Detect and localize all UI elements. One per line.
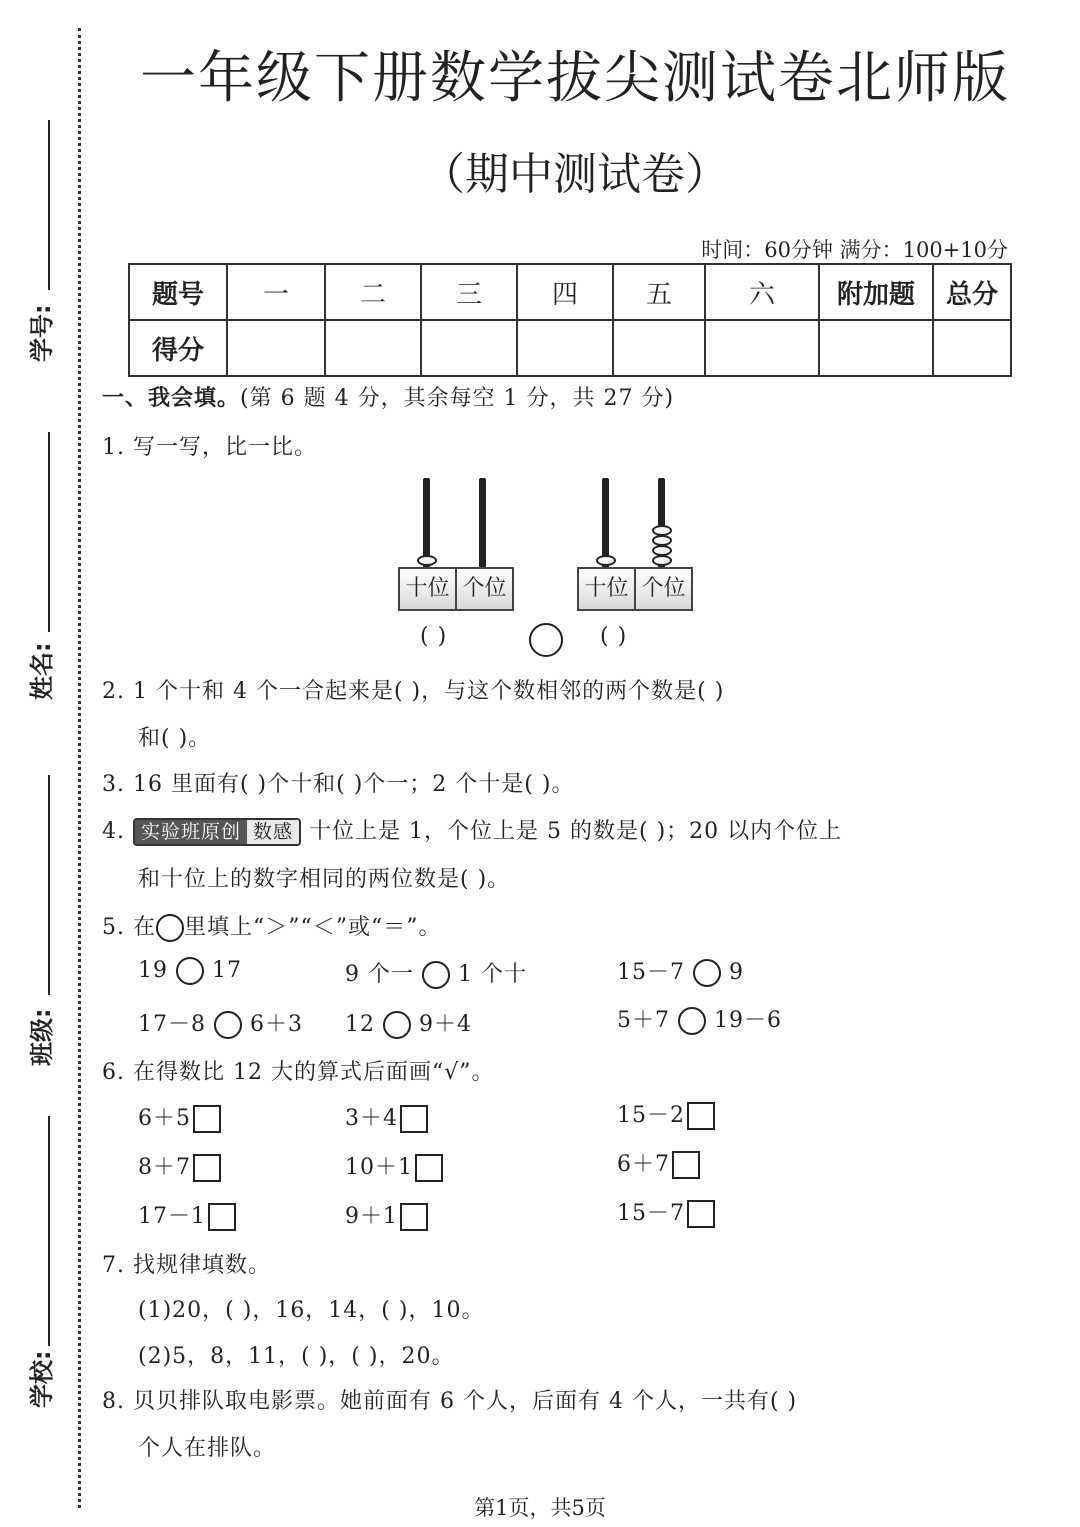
expression: 15－2 <box>617 1103 685 1128</box>
question-8-line-1: 8. 贝贝排队取电影票。她前面有 6 个人，后面有 4 个人，一共有( ) <box>102 1389 798 1414</box>
checkbox[interactable] <box>415 1154 443 1182</box>
tag-number-sense: 数感 <box>247 820 299 844</box>
school-line <box>48 1116 50 1346</box>
answer-blank[interactable]: ( ) <box>600 624 628 649</box>
check-item <box>345 1199 428 1231</box>
check-item <box>345 1101 428 1133</box>
compare-right: 9＋4 <box>419 1012 472 1037</box>
abacus-left-base <box>398 567 514 611</box>
ones-place-label: 个位 <box>634 569 691 609</box>
compare-left: 19 <box>138 958 168 983</box>
score-cell[interactable] <box>613 320 705 376</box>
expression: 9＋1 <box>345 1204 398 1229</box>
expression: 10＋1 <box>345 1155 413 1180</box>
score-table-header-row <box>129 264 1011 320</box>
exam-meta: 时间：60分钟 满分：100+10分 <box>701 238 1008 262</box>
question-2-line-1: 2. 1 个十和 4 个一合起来是( )，与这个数相邻的两个数是( ) <box>102 679 725 704</box>
binding-dotted-line <box>78 28 81 1508</box>
score-cell[interactable] <box>933 320 1011 376</box>
score-header-cell: 附加题 <box>819 264 933 320</box>
compare-item <box>138 957 242 985</box>
tag-original: 实验班原创 <box>135 820 247 844</box>
question-7: 7. 找规律填数。 <box>102 1253 271 1278</box>
section-note: (第 6 题 4 分，其余每空 1 分，共 27 分) <box>240 386 675 411</box>
compare-left: 17－8 <box>138 1012 206 1037</box>
score-header-cell: 题号 <box>129 264 227 320</box>
abacus-bead <box>652 555 672 566</box>
ones-place-label: 个位 <box>455 569 512 609</box>
school-label: 学校: <box>28 1350 56 1408</box>
expression: 6＋5 <box>138 1106 191 1131</box>
checkbox[interactable] <box>672 1151 700 1179</box>
check-item <box>617 1196 715 1228</box>
compare-right: 19－6 <box>714 1008 782 1033</box>
tens-place-label: 十位 <box>405 576 450 601</box>
checkbox[interactable] <box>687 1102 715 1130</box>
score-table-score-row <box>129 320 1011 376</box>
checkbox[interactable] <box>208 1203 236 1231</box>
question-5 <box>102 910 441 942</box>
check-item <box>138 1199 236 1231</box>
compare-item <box>617 955 744 987</box>
tens-place-label: 十位 <box>584 576 629 601</box>
question-7-part-2: (2)5，8，11，( )，( )，20。 <box>138 1344 455 1369</box>
expression: 3＋4 <box>345 1106 398 1131</box>
compare-item <box>138 1007 303 1039</box>
compare-circle[interactable] <box>678 1007 706 1035</box>
check-item <box>617 1147 700 1179</box>
page-subtitle: （期中测试卷） <box>421 149 729 200</box>
question-7-part-1: (1)20，( )，16，14，( )，10。 <box>138 1298 485 1323</box>
section-heading <box>102 381 674 412</box>
checkbox[interactable] <box>687 1200 715 1228</box>
score-cell[interactable] <box>705 320 819 376</box>
score-header-cell: 六 <box>705 264 819 320</box>
score-cell[interactable] <box>819 320 933 376</box>
expression: 6＋7 <box>617 1152 670 1177</box>
compare-right: 1 个十 <box>458 962 527 987</box>
checkbox[interactable] <box>400 1105 428 1133</box>
checkbox[interactable] <box>193 1105 221 1133</box>
question-5-post: 里填上“＞”“＜”或“＝”。 <box>183 915 442 940</box>
compare-circle[interactable] <box>529 623 563 657</box>
name-label: 姓名: <box>28 642 56 700</box>
question-3: 3. 16 里面有( )个十和( )个一；2 个十是( )。 <box>102 772 575 797</box>
expression: 8＋7 <box>138 1155 191 1180</box>
student-id-line <box>48 120 50 290</box>
compare-right: 9 <box>729 960 744 985</box>
question-tag <box>133 818 301 846</box>
score-header-cell: 一 <box>227 264 325 320</box>
score-header-cell: 总分 <box>933 264 1011 320</box>
score-cell[interactable] <box>325 320 421 376</box>
compare-item <box>617 1003 782 1035</box>
abacus-rod-ones <box>479 478 486 568</box>
student-id-label: 学号: <box>28 304 56 362</box>
compare-right: 17 <box>212 958 242 983</box>
compare-circle[interactable] <box>383 1011 411 1039</box>
question-4-line-2: 和十位上的数字相同的两位数是( )。 <box>138 867 511 892</box>
check-item <box>617 1098 715 1130</box>
check-item <box>138 1101 221 1133</box>
abacus-bead <box>596 555 616 566</box>
question-4-line-1 <box>102 814 842 846</box>
compare-item <box>345 1007 472 1039</box>
abacus-bead <box>652 525 672 536</box>
score-row-label: 得分 <box>129 320 227 376</box>
check-item <box>138 1150 221 1182</box>
question-1: 1. 写一写，比一比。 <box>102 435 317 460</box>
compare-left: 9 个一 <box>345 962 414 987</box>
compare-left: 5＋7 <box>617 1008 670 1033</box>
abacus-bead <box>652 535 672 546</box>
score-cell[interactable] <box>517 320 613 376</box>
page-number: 第1页，共5页 <box>474 1496 606 1520</box>
checkbox[interactable] <box>193 1154 221 1182</box>
compare-left: 15－7 <box>617 960 685 985</box>
expression: 17－1 <box>138 1204 206 1229</box>
compare-circle[interactable] <box>176 957 204 985</box>
answer-blank[interactable]: ( ) <box>420 624 448 649</box>
check-item <box>345 1150 443 1182</box>
question-2-line-2: 和( )。 <box>138 726 212 751</box>
page-title: 一年级下册数学拔尖测试卷北师版 <box>140 46 1010 111</box>
question-8-line-2: 个人在排队。 <box>138 1436 277 1461</box>
section-title: 一、我会填。 <box>102 386 241 411</box>
compare-circle[interactable] <box>422 961 450 989</box>
question-6: 6. 在得数比 12 大的算式后面画“√”。 <box>102 1060 495 1085</box>
compare-left: 12 <box>345 1012 375 1037</box>
compare-circle[interactable] <box>693 959 721 987</box>
compare-item <box>345 957 527 989</box>
score-header-cell: 三 <box>421 264 517 320</box>
score-cell[interactable] <box>227 320 325 376</box>
abacus-bead <box>652 545 672 556</box>
score-header-cell: 二 <box>325 264 421 320</box>
class-label: 班级: <box>28 1008 56 1066</box>
checkbox[interactable] <box>400 1203 428 1231</box>
question-4-text: 十位上是 1，个位上是 5 的数是( )；20 以内个位上 <box>309 819 843 844</box>
class-line <box>48 775 50 995</box>
name-line <box>48 432 50 632</box>
question-4-number: 4. <box>102 819 125 844</box>
question-5-pre: 5. 在 <box>102 915 156 940</box>
score-table <box>128 263 1012 377</box>
compare-right: 6＋3 <box>250 1012 303 1037</box>
score-cell[interactable] <box>421 320 517 376</box>
score-header-cell: 四 <box>517 264 613 320</box>
expression: 15－7 <box>617 1201 685 1226</box>
score-header-cell: 五 <box>613 264 705 320</box>
circle-icon <box>156 914 184 942</box>
compare-circle[interactable] <box>214 1011 242 1039</box>
abacus-right-base <box>577 567 693 611</box>
abacus-bead <box>417 555 437 566</box>
